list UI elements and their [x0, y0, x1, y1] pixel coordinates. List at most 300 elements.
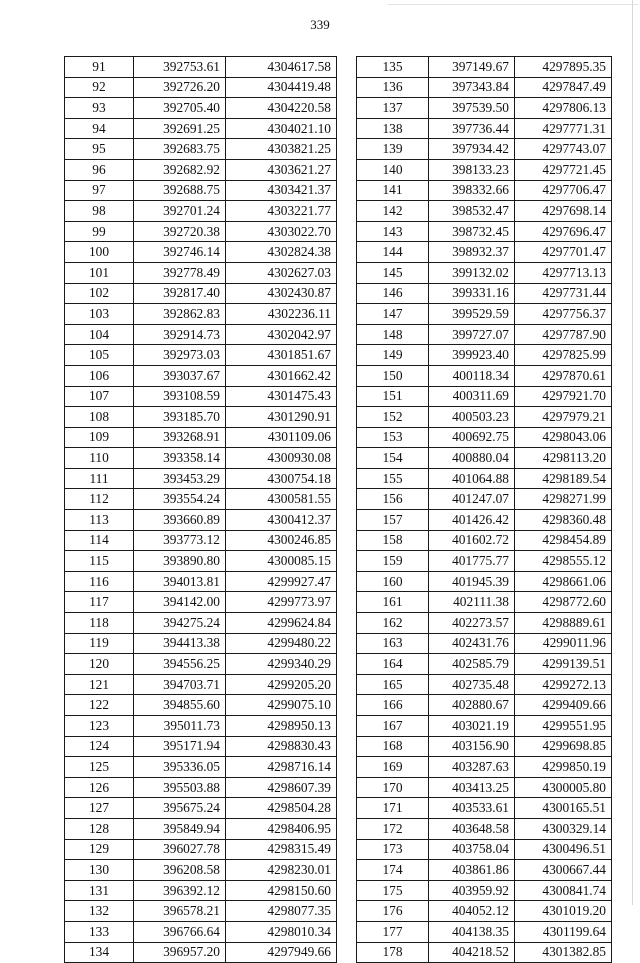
- x-coordinate-cell: 396766.64: [134, 921, 226, 942]
- y-coordinate-cell: 4298772.60: [515, 592, 612, 613]
- table-row: [357, 262, 612, 283]
- x-coordinate-cell: 392720.38: [134, 221, 226, 242]
- x-coordinate-cell: 393890.80: [134, 551, 226, 572]
- y-coordinate-cell: 4298661.06: [515, 571, 612, 592]
- x-coordinate-cell: 403021.19: [429, 716, 515, 737]
- point-number-cell: 119: [65, 633, 134, 654]
- point-number-cell: 107: [65, 386, 134, 407]
- x-coordinate-cell: 393660.89: [134, 510, 226, 531]
- table-row: [65, 839, 337, 860]
- point-number-cell: 143: [357, 221, 429, 242]
- table-row: [65, 262, 337, 283]
- table-row: [65, 489, 337, 510]
- x-coordinate-cell: 399727.07: [429, 324, 515, 345]
- y-coordinate-cell: 4300412.37: [226, 510, 337, 531]
- table-row: [357, 159, 612, 180]
- point-number-cell: 97: [65, 180, 134, 201]
- y-coordinate-cell: 4303421.37: [226, 180, 337, 201]
- table-row: [65, 654, 337, 675]
- x-coordinate-cell: 392817.40: [134, 283, 226, 304]
- point-number-cell: 99: [65, 221, 134, 242]
- y-coordinate-cell: 4302042.97: [226, 324, 337, 345]
- x-coordinate-cell: 392726.20: [134, 77, 226, 98]
- y-coordinate-cell: 4299850.19: [515, 757, 612, 778]
- x-coordinate-cell: 393185.70: [134, 407, 226, 428]
- y-coordinate-cell: 4297825.99: [515, 345, 612, 366]
- x-coordinate-cell: 402735.48: [429, 674, 515, 695]
- x-coordinate-cell: 404052.12: [429, 901, 515, 922]
- y-coordinate-cell: 4300246.85: [226, 530, 337, 551]
- table-row: [357, 777, 612, 798]
- coordinates-table-right: [356, 56, 612, 963]
- y-coordinate-cell: 4297756.37: [515, 304, 612, 325]
- point-number-cell: 162: [357, 613, 429, 634]
- x-coordinate-cell: 403156.90: [429, 736, 515, 757]
- x-coordinate-cell: 394275.24: [134, 613, 226, 634]
- y-coordinate-cell: 4298830.43: [226, 736, 337, 757]
- table-row: [65, 448, 337, 469]
- table-row: [65, 365, 337, 386]
- x-coordinate-cell: 399529.59: [429, 304, 515, 325]
- y-coordinate-cell: 4298189.54: [515, 468, 612, 489]
- x-coordinate-cell: 393268.91: [134, 427, 226, 448]
- y-coordinate-cell: 4301290.91: [226, 407, 337, 428]
- point-number-cell: 103: [65, 304, 134, 325]
- table-row: [357, 304, 612, 325]
- x-coordinate-cell: 392914.73: [134, 324, 226, 345]
- y-coordinate-cell: 4299927.47: [226, 571, 337, 592]
- x-coordinate-cell: 392753.61: [134, 57, 226, 78]
- point-number-cell: 150: [357, 365, 429, 386]
- y-coordinate-cell: 4299272.13: [515, 674, 612, 695]
- table-row: [65, 633, 337, 654]
- point-number-cell: 136: [357, 77, 429, 98]
- point-number-cell: 132: [65, 901, 134, 922]
- table-row: [357, 839, 612, 860]
- point-number-cell: 120: [65, 654, 134, 675]
- y-coordinate-cell: 4297713.13: [515, 262, 612, 283]
- x-coordinate-cell: 398932.37: [429, 242, 515, 263]
- x-coordinate-cell: 394413.38: [134, 633, 226, 654]
- y-coordinate-cell: 4297847.49: [515, 77, 612, 98]
- point-number-cell: 149: [357, 345, 429, 366]
- x-coordinate-cell: 394013.81: [134, 571, 226, 592]
- y-coordinate-cell: 4297721.45: [515, 159, 612, 180]
- point-number-cell: 109: [65, 427, 134, 448]
- x-coordinate-cell: 392862.83: [134, 304, 226, 325]
- point-number-cell: 167: [357, 716, 429, 737]
- point-number-cell: 160: [357, 571, 429, 592]
- x-coordinate-cell: 392688.75: [134, 180, 226, 201]
- table-row: [357, 860, 612, 881]
- table-row: [357, 510, 612, 531]
- y-coordinate-cell: 4299205.20: [226, 674, 337, 695]
- y-coordinate-cell: 4297949.66: [226, 942, 337, 963]
- point-number-cell: 91: [65, 57, 134, 78]
- table-row: [357, 551, 612, 572]
- y-coordinate-cell: 4297696.47: [515, 221, 612, 242]
- table-row: [65, 77, 337, 98]
- x-coordinate-cell: 392973.03: [134, 345, 226, 366]
- point-number-cell: 145: [357, 262, 429, 283]
- table-row: [357, 716, 612, 737]
- point-number-cell: 123: [65, 716, 134, 737]
- table-row: [357, 180, 612, 201]
- point-number-cell: 178: [357, 942, 429, 963]
- table-row: [357, 242, 612, 263]
- x-coordinate-cell: 402111.38: [429, 592, 515, 613]
- y-coordinate-cell: 4303022.70: [226, 221, 337, 242]
- y-coordinate-cell: 4300667.44: [515, 860, 612, 881]
- point-number-cell: 125: [65, 757, 134, 778]
- table-row: [65, 139, 337, 160]
- point-number-cell: 137: [357, 98, 429, 119]
- point-number-cell: 174: [357, 860, 429, 881]
- table-row: [65, 860, 337, 881]
- table-row: [357, 818, 612, 839]
- point-number-cell: 148: [357, 324, 429, 345]
- y-coordinate-cell: 4298230.01: [226, 860, 337, 881]
- point-number-cell: 94: [65, 118, 134, 139]
- table-row: [65, 942, 337, 963]
- page-number: 339: [310, 17, 330, 32]
- y-coordinate-cell: 4303821.25: [226, 139, 337, 160]
- y-coordinate-cell: 4297895.35: [515, 57, 612, 78]
- point-number-cell: 122: [65, 695, 134, 716]
- table-row: [357, 880, 612, 901]
- y-coordinate-cell: 4299075.10: [226, 695, 337, 716]
- point-number-cell: 176: [357, 901, 429, 922]
- table-row: [65, 201, 337, 222]
- y-coordinate-cell: 4303221.77: [226, 201, 337, 222]
- y-coordinate-cell: 4299340.29: [226, 654, 337, 675]
- table-row: [65, 345, 337, 366]
- x-coordinate-cell: 392701.24: [134, 201, 226, 222]
- x-coordinate-cell: 395675.24: [134, 798, 226, 819]
- point-number-cell: 126: [65, 777, 134, 798]
- x-coordinate-cell: 401426.42: [429, 510, 515, 531]
- table-row: [65, 613, 337, 634]
- table-row: [65, 880, 337, 901]
- x-coordinate-cell: 397539.50: [429, 98, 515, 119]
- table-row: [65, 695, 337, 716]
- x-coordinate-cell: 396578.21: [134, 901, 226, 922]
- table-row: [357, 921, 612, 942]
- x-coordinate-cell: 398732.45: [429, 221, 515, 242]
- y-coordinate-cell: 4298113.20: [515, 448, 612, 469]
- x-coordinate-cell: 396392.12: [134, 880, 226, 901]
- point-number-cell: 154: [357, 448, 429, 469]
- point-number-cell: 171: [357, 798, 429, 819]
- table-row: [357, 283, 612, 304]
- y-coordinate-cell: 4300581.55: [226, 489, 337, 510]
- point-number-cell: 111: [65, 468, 134, 489]
- x-coordinate-cell: 402431.76: [429, 633, 515, 654]
- table-row: [65, 221, 337, 242]
- point-number-cell: 155: [357, 468, 429, 489]
- point-number-cell: 177: [357, 921, 429, 942]
- table-row: [65, 427, 337, 448]
- y-coordinate-cell: 4304419.48: [226, 77, 337, 98]
- point-number-cell: 106: [65, 365, 134, 386]
- y-coordinate-cell: 4298607.39: [226, 777, 337, 798]
- point-number-cell: 158: [357, 530, 429, 551]
- x-coordinate-cell: 392778.49: [134, 262, 226, 283]
- y-coordinate-cell: 4301199.64: [515, 921, 612, 942]
- table-row: [65, 386, 337, 407]
- y-coordinate-cell: 4300165.51: [515, 798, 612, 819]
- point-number-cell: 93: [65, 98, 134, 119]
- table-row: [357, 571, 612, 592]
- point-number-cell: 163: [357, 633, 429, 654]
- point-number-cell: 147: [357, 304, 429, 325]
- x-coordinate-cell: 401945.39: [429, 571, 515, 592]
- y-coordinate-cell: 4298077.35: [226, 901, 337, 922]
- table-row: [65, 901, 337, 922]
- x-coordinate-cell: 400311.69: [429, 386, 515, 407]
- point-number-cell: 95: [65, 139, 134, 160]
- table-row: [357, 489, 612, 510]
- point-number-cell: 165: [357, 674, 429, 695]
- x-coordinate-cell: 402880.67: [429, 695, 515, 716]
- point-number-cell: 151: [357, 386, 429, 407]
- table-row: [357, 365, 612, 386]
- y-coordinate-cell: 4299624.84: [226, 613, 337, 634]
- x-coordinate-cell: 402273.57: [429, 613, 515, 634]
- x-coordinate-cell: 403413.25: [429, 777, 515, 798]
- x-coordinate-cell: 394556.25: [134, 654, 226, 675]
- table-row: [65, 468, 337, 489]
- y-coordinate-cell: 4302430.87: [226, 283, 337, 304]
- x-coordinate-cell: 394703.71: [134, 674, 226, 695]
- y-coordinate-cell: 4301109.06: [226, 427, 337, 448]
- y-coordinate-cell: 4299551.95: [515, 716, 612, 737]
- y-coordinate-cell: 4297731.44: [515, 283, 612, 304]
- table-row: [65, 551, 337, 572]
- x-coordinate-cell: 401602.72: [429, 530, 515, 551]
- table-row: [357, 77, 612, 98]
- x-coordinate-cell: 392691.25: [134, 118, 226, 139]
- x-coordinate-cell: 393554.24: [134, 489, 226, 510]
- table-row: [65, 571, 337, 592]
- y-coordinate-cell: 4298406.95: [226, 818, 337, 839]
- table-row: [65, 921, 337, 942]
- y-coordinate-cell: 4297921.70: [515, 386, 612, 407]
- x-coordinate-cell: 397149.67: [429, 57, 515, 78]
- y-coordinate-cell: 4302824.38: [226, 242, 337, 263]
- y-coordinate-cell: 4300496.51: [515, 839, 612, 860]
- table-row: [357, 386, 612, 407]
- x-coordinate-cell: 401247.07: [429, 489, 515, 510]
- point-number-cell: 130: [65, 860, 134, 881]
- point-number-cell: 118: [65, 613, 134, 634]
- y-coordinate-cell: 4299409.66: [515, 695, 612, 716]
- x-coordinate-cell: 398332.66: [429, 180, 515, 201]
- table-row: [65, 304, 337, 325]
- y-coordinate-cell: 4299698.85: [515, 736, 612, 757]
- point-number-cell: 175: [357, 880, 429, 901]
- table-row: [357, 407, 612, 428]
- y-coordinate-cell: 4302627.03: [226, 262, 337, 283]
- x-coordinate-cell: 399331.16: [429, 283, 515, 304]
- x-coordinate-cell: 395503.88: [134, 777, 226, 798]
- point-number-cell: 172: [357, 818, 429, 839]
- point-number-cell: 142: [357, 201, 429, 222]
- x-coordinate-cell: 404138.35: [429, 921, 515, 942]
- table-row: [357, 448, 612, 469]
- y-coordinate-cell: 4299139.51: [515, 654, 612, 675]
- table-row: [65, 180, 337, 201]
- point-number-cell: 156: [357, 489, 429, 510]
- coordinates-table-left: [64, 56, 337, 963]
- table-row: [357, 654, 612, 675]
- y-coordinate-cell: 4298716.14: [226, 757, 337, 778]
- y-coordinate-cell: 4297698.14: [515, 201, 612, 222]
- point-number-cell: 131: [65, 880, 134, 901]
- table-row: [65, 159, 337, 180]
- table-row: [65, 798, 337, 819]
- point-number-cell: 140: [357, 159, 429, 180]
- table-row: [65, 98, 337, 119]
- table-row: [357, 98, 612, 119]
- y-coordinate-cell: 4300841.74: [515, 880, 612, 901]
- x-coordinate-cell: 393108.59: [134, 386, 226, 407]
- point-number-cell: 127: [65, 798, 134, 819]
- x-coordinate-cell: 403287.63: [429, 757, 515, 778]
- y-coordinate-cell: 4297870.61: [515, 365, 612, 386]
- point-number-cell: 168: [357, 736, 429, 757]
- y-coordinate-cell: 4298315.49: [226, 839, 337, 860]
- point-number-cell: 146: [357, 283, 429, 304]
- point-number-cell: 166: [357, 695, 429, 716]
- point-number-cell: 170: [357, 777, 429, 798]
- point-number-cell: 161: [357, 592, 429, 613]
- table-row: [357, 633, 612, 654]
- table-row: [357, 468, 612, 489]
- x-coordinate-cell: 393358.14: [134, 448, 226, 469]
- point-number-cell: 112: [65, 489, 134, 510]
- x-coordinate-cell: 394142.00: [134, 592, 226, 613]
- table-row: [65, 510, 337, 531]
- x-coordinate-cell: 402585.79: [429, 654, 515, 675]
- y-coordinate-cell: 4303621.27: [226, 159, 337, 180]
- x-coordinate-cell: 400503.23: [429, 407, 515, 428]
- point-number-cell: 135: [357, 57, 429, 78]
- table-row: [65, 407, 337, 428]
- y-coordinate-cell: 4298150.60: [226, 880, 337, 901]
- y-coordinate-cell: 4299773.97: [226, 592, 337, 613]
- x-coordinate-cell: 403861.86: [429, 860, 515, 881]
- point-number-cell: 141: [357, 180, 429, 201]
- point-number-cell: 152: [357, 407, 429, 428]
- x-coordinate-cell: 400118.34: [429, 365, 515, 386]
- point-number-cell: 101: [65, 262, 134, 283]
- y-coordinate-cell: 4304021.10: [226, 118, 337, 139]
- point-number-cell: 144: [357, 242, 429, 263]
- x-coordinate-cell: 396957.20: [134, 942, 226, 963]
- y-coordinate-cell: 4297787.90: [515, 324, 612, 345]
- point-number-cell: 116: [65, 571, 134, 592]
- y-coordinate-cell: 4301475.43: [226, 386, 337, 407]
- point-number-cell: 115: [65, 551, 134, 572]
- y-coordinate-cell: 4297701.47: [515, 242, 612, 263]
- x-coordinate-cell: 392705.40: [134, 98, 226, 119]
- table-row: [357, 592, 612, 613]
- y-coordinate-cell: 4301019.20: [515, 901, 612, 922]
- scan-border-top: [388, 4, 638, 5]
- scan-border-right: [632, 0, 633, 905]
- table-row: [357, 798, 612, 819]
- point-number-cell: 121: [65, 674, 134, 695]
- table-row: [65, 674, 337, 695]
- x-coordinate-cell: 395849.94: [134, 818, 226, 839]
- point-number-cell: 124: [65, 736, 134, 757]
- table-row: [65, 283, 337, 304]
- table-row: [65, 118, 337, 139]
- x-coordinate-cell: 403533.61: [429, 798, 515, 819]
- table-row: [357, 57, 612, 78]
- y-coordinate-cell: 4298360.48: [515, 510, 612, 531]
- table-row: [357, 118, 612, 139]
- point-number-cell: 157: [357, 510, 429, 531]
- table-row: [65, 242, 337, 263]
- table-body: [65, 57, 337, 963]
- y-coordinate-cell: 4298889.61: [515, 613, 612, 634]
- x-coordinate-cell: 401775.77: [429, 551, 515, 572]
- x-coordinate-cell: 392746.14: [134, 242, 226, 263]
- table-row: [65, 530, 337, 551]
- table-row: [357, 757, 612, 778]
- x-coordinate-cell: 400880.04: [429, 448, 515, 469]
- point-number-cell: 134: [65, 942, 134, 963]
- table-row: [357, 736, 612, 757]
- y-coordinate-cell: 4302236.11: [226, 304, 337, 325]
- table-row: [357, 427, 612, 448]
- x-coordinate-cell: 400692.75: [429, 427, 515, 448]
- y-coordinate-cell: 4301851.67: [226, 345, 337, 366]
- y-coordinate-cell: 4299011.96: [515, 633, 612, 654]
- y-coordinate-cell: 4297979.21: [515, 407, 612, 428]
- point-number-cell: 173: [357, 839, 429, 860]
- point-number-cell: 129: [65, 839, 134, 860]
- y-coordinate-cell: 4298271.99: [515, 489, 612, 510]
- table-row: [65, 716, 337, 737]
- y-coordinate-cell: 4298043.06: [515, 427, 612, 448]
- point-number-cell: 92: [65, 77, 134, 98]
- point-number-cell: 139: [357, 139, 429, 160]
- y-coordinate-cell: 4300930.08: [226, 448, 337, 469]
- y-coordinate-cell: 4304220.58: [226, 98, 337, 119]
- x-coordinate-cell: 398532.47: [429, 201, 515, 222]
- y-coordinate-cell: 4297771.31: [515, 118, 612, 139]
- x-coordinate-cell: 398133.23: [429, 159, 515, 180]
- y-coordinate-cell: 4301662.42: [226, 365, 337, 386]
- x-coordinate-cell: 396027.78: [134, 839, 226, 860]
- point-number-cell: 110: [65, 448, 134, 469]
- point-number-cell: 153: [357, 427, 429, 448]
- table-row: [357, 345, 612, 366]
- x-coordinate-cell: 401064.88: [429, 468, 515, 489]
- y-coordinate-cell: 4300329.14: [515, 818, 612, 839]
- point-number-cell: 133: [65, 921, 134, 942]
- x-coordinate-cell: 403648.58: [429, 818, 515, 839]
- x-coordinate-cell: 399132.02: [429, 262, 515, 283]
- x-coordinate-cell: 394855.60: [134, 695, 226, 716]
- x-coordinate-cell: 395011.73: [134, 716, 226, 737]
- x-coordinate-cell: 399923.40: [429, 345, 515, 366]
- y-coordinate-cell: 4298555.12: [515, 551, 612, 572]
- point-number-cell: 117: [65, 592, 134, 613]
